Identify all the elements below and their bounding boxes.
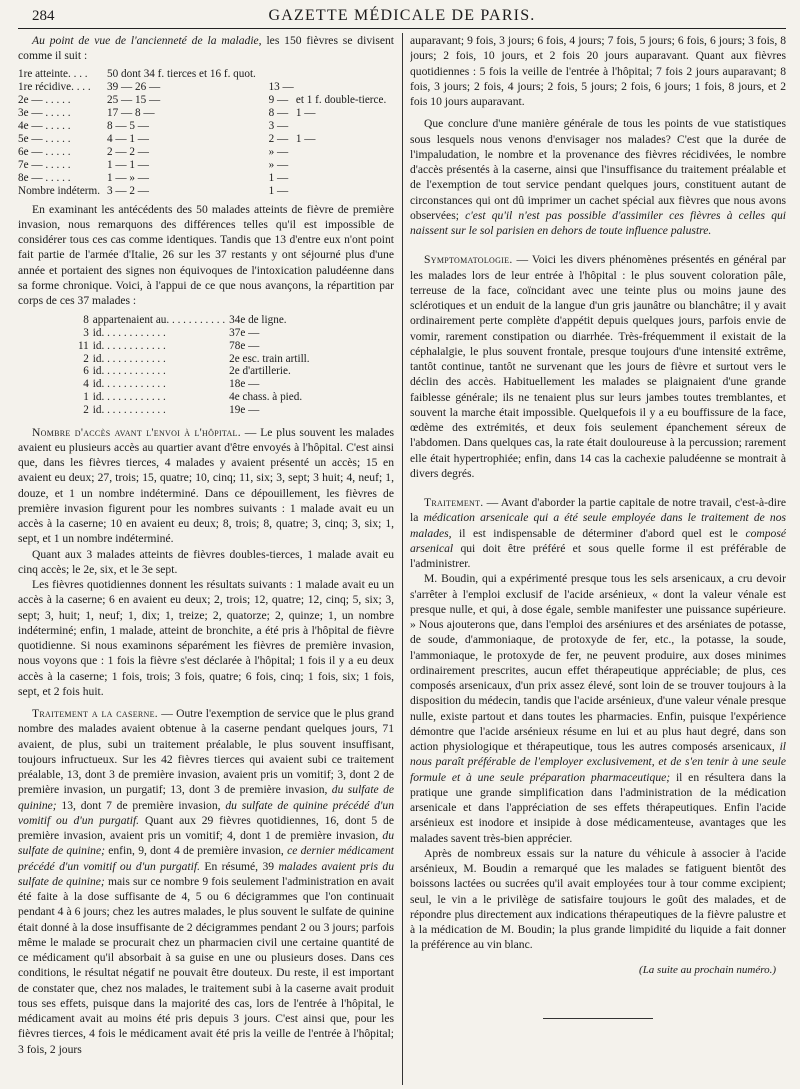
section-heading: Traitement a la caserne. — [32, 707, 159, 721]
table-row — [18, 107, 394, 120]
italic-run: médication arsenicale qui a été seule employée dans le traitement de nos malades, — [410, 511, 786, 540]
table-cell: 8 — 5 — — [107, 119, 149, 132]
table-row — [18, 172, 394, 185]
text-run: mais sur ce nombre 9 fois seulement l'administration en avait été faite à la dose suffisante de 4, 5 ou 6 décigrammes que l'on continuait pendant 4 à 6 jours; chez les autres malades, le plus souvent le sulfate de quinine était donné à la dose insuffisante de 2 décigrammes pendant 2 ou 3 jours; parfois même le malade se procurait chez un pharmacien civil une certaine quantité de ce médicament qu'il absorbait à sa guise en une ou plusieurs doses. Dans ces conditions, le résultat négatif ne pouvait être douteux. Du reste, il est important de constater que, chez nos malades, le traitement subi à la caserne avait produit tous ses effets, puisque dans la majorité des cas, lors de l'entrée à l'hôpital, le médicament avait au moins été pris depuis 3 jours. C'est ainsi que, pour les fièvres tierces, 4 fois le médicament avait été pris la veille de l'entrée à l'hôpital; 3 fois, 2 jours — [18, 874, 395, 1056]
continued-paragraph: auparavant; 9 fois, 3 jours; 6 fois, 4 jours; 7 fois, 5 jours; 6 fois, 6 jours; 3 fois, 8 jours; 2 fois, 10 jours, et 2 fois 20 jours auparavant. Quant aux fièvres quotidiennes : 5 fois la veille de l'entrée à l'hôpital; 7 fois 2 jours auparavant; 8 fois, 3 jours; 2 fois, 4 jours; 2 fois, 5 jours; 2 fois, 6 jours; 1 fois, 8 jours, et 2 fois 10 jours auparavant. — [410, 34, 787, 108]
text-run: 13, dont 7 de première invasion, — [61, 798, 221, 812]
table-cell — [296, 146, 394, 159]
running-header — [18, 6, 786, 29]
table-row — [78, 378, 314, 391]
table-cell: 2 — — [268, 132, 289, 145]
table-cell: 2 — 2 — — [107, 145, 149, 158]
italic-run: malades avaient pris du sulfate de quinine; — [18, 859, 395, 888]
section-text: — Voici les divers phénomènes présentés en général par les malades lors de leur entrée à l'hôpital : le plus souvent coloration pâle, terreuse de la face, coïncidant avec une teinte plus ou moins jaune des sclérotiques et un enduit de la langue d'un gris jaunâtre ou blanchâtre; il y avait ordinairement perte complète d'appétit depuis quelques jours, parfois envie de vomir, rarement constipation ou diarrhée. Très-fréquemment il existait de la céphalalgie, le plus souvent frontale, presque toujours d'une intensité extrême, tantôt continue, tantôt ne survenant que les jours de fièvre et surtout vers le déclin des accès. Habituellement les malades se plaignaient d'une grande faiblesse générale; ils ne tenaient plus sur leurs jambes toutes tremblantes, et souvent la marche était impossible. Quelquefois il y a eu bouffissure de la face, œdème des extrémités, et deux fois seulement épanchement séreux de l'abdomen. Dans quelques cas, la rate était douloureuse à la percussion; rarement elle était hypertrophiée; enfin, dans 14 cas la cachexie paludéenne se montrait à divers degrés. — [410, 253, 787, 480]
table-cell: id. . . . . . . . . . . . — [92, 365, 166, 378]
table-cell: id. . . . . . . . . . . . — [92, 352, 166, 365]
table-cell: 11 — [78, 339, 89, 352]
table-cell: 1re atteinte. . . . — [18, 67, 88, 80]
table-row — [78, 353, 314, 366]
table-row — [78, 327, 314, 340]
italic-run: il nous paraît préférable de l'employer exclusivement, et de s'en tenir à une seule formule et à une seule préparation pharmaceutique; — [410, 740, 787, 784]
intro-lead: Au point de vue de l'ancienneté de la maladie, — [32, 34, 262, 47]
text-run: il en résultera dans la pratique une grande simplification dans l'administration de la médication arsenicale et dans l'appréciation de ses effets thérapeutiques. Enfin l'acide arsénieux est inodore et insipide à dose médicamenteuse, avantages que les malades savent très-bien apprécier. — [410, 770, 787, 845]
table-row — [78, 391, 314, 404]
table-cell: » — — [268, 145, 289, 158]
table-cell — [296, 120, 394, 133]
table-cell: 8e — . . . . . — [18, 171, 71, 184]
table-cell: 1 — — [268, 171, 289, 184]
table-cell: 1 — 1 — — [107, 158, 149, 171]
table-cell: 4 — [83, 378, 89, 391]
table-row — [78, 314, 314, 327]
table-cell: 37e — — [229, 327, 260, 340]
table-cell: 1 — — [268, 184, 289, 197]
table-cell: 1re récidive. . . . — [18, 80, 91, 93]
recidive-table — [18, 68, 394, 198]
table-cell: 7e — . . . . . — [18, 158, 71, 171]
text-run: — Outre l'exemption de service que le plus grand nombre des malades avaient obtenue à la caserne pendant quelques jours, 71 avaient, de plus, subi un traitement préalable, le plus souvent insuffisant, toujours infructueux. Sur les 42 fièvres tierces qui avaient subi ce traitement préalable, 13, dont 3 de première invasion, avaient pris un vomitif; 3, dont 2 de première invasion, un purgatif; 13, dont 3 de première invasion, — [18, 707, 395, 797]
table-row — [18, 94, 394, 107]
italic-run: c'est qu'il n'est pas possible d'assimiler ces fièvres à celles qui naissent sur le sol parisien en dehors de toute influence palustre. — [410, 208, 787, 237]
italic-run: du sulfate de quinine; — [18, 783, 395, 812]
conclusion-paragraph — [410, 116, 786, 238]
text-run: qui doit être préféré et sous quelle forme il est préférable de l'administrer. — [410, 541, 786, 570]
section-traitement — [410, 495, 786, 571]
table-row — [18, 159, 394, 172]
table-cell — [296, 159, 394, 172]
paragraph-boudin — [410, 571, 786, 846]
end-rule — [543, 1018, 653, 1019]
table-cell: id. . . . . . . . . . . . — [92, 391, 166, 404]
table-row — [18, 68, 394, 81]
table-row — [18, 120, 394, 133]
text-run: M. Boudin, qui a expérimenté presque tous les sels arsenicaux, a cru devoir s'arrêter à l'emploi exclusif de l'acide arsénieux, « dont la valeur vénale est presque nulle, et qui, à dose égale, semble manifester une puissance supérieure. » Nous ajouterons que, dans l'emploi des arséniures et des arséniates de potasse, de soude, d'ammoniaque, de protoxyde de fer, etc., la potasse, la soude, l'ammoniaque, le protoxyde de fer, ne peuvent produire, aux doses minimes ordinairement prescrites, aucun effet thérapeutique appréciable; de plus, ces composés arsenicaux, d'un prix assez élevé, sont loin de se trouver toujours à la disposition du médecin, tandis que l'acide arsénieux, d'une valeur vénale presque nulle, existe partout et dans toutes les pharmacies. Enfin, puisque l'expérience démontre que l'acide arsénieux résume en lui et au plus haut degré, dans son action physiologique et thérapeutique, tous les autres composés arsenicaux, — [410, 572, 787, 753]
table-cell: 6e — . . . . . — [18, 145, 71, 158]
italic-run: du sulfate de quinine précédé d'un vomitif ou d'un purgatif. — [18, 798, 395, 827]
table-cell: » — — [268, 158, 289, 171]
table-cell: 1 — [83, 391, 89, 404]
table-cell: 4e chass. à pied. — [229, 391, 303, 404]
table-cell — [269, 68, 296, 81]
table-cell: id. . . . . . . . . . . . — [92, 378, 166, 391]
section-heading: Symptomatologie. — [424, 253, 513, 267]
table-cell: 3 — — [268, 119, 289, 132]
section-heading: Nombre d'accès avant l'envoi à l'hôpital. — [32, 425, 241, 439]
section-text: — Le plus souvent les malades avaient eu plusieurs accès au quartier avant d'être envoyés à l'hôpital. C'est ainsi que, dans les fièvres tierces, 4 malades y avaient présenté un accès; 15 en avaient eu deux; 27, trois; 15, quatre; 10, cinq; 11, six; 3, sept; 3 huit; 4, neuf; 1, douze, et 1 un nombre indéterminé. Dans ce dépouillement, les fièvres de première invasion figurent pour les nombres suivants : 1 malade avait eu un accès à la caserne; 10 en avaient eu deux; 8, trois; 8, quatre; 3, cinq; 3, six; 1, sept, et 1 un nombre indéterminé. — [18, 425, 395, 546]
italic-run: du sulfate de quinine; — [18, 829, 395, 858]
text-run: Quant aux 29 fièvres quotidiennes, 16, dont 5 de première invasion, avaient pris un vomitif; 4, dont 1 de première invasion, — [18, 813, 395, 843]
text-run: enfin, 9, dont 4 de première invasion, — [108, 844, 284, 858]
table-cell — [296, 185, 394, 198]
intro-rest: les 150 fièvres se divisent comme il suit : — [18, 34, 395, 63]
table-cell — [296, 172, 394, 185]
table-cell: et 1 f. double-tierce. — [295, 93, 387, 106]
table-row — [18, 133, 394, 146]
table-cell: 34e de ligne. — [229, 314, 287, 327]
section-nombre-acces — [18, 425, 394, 547]
table-cell — [296, 68, 394, 81]
paragraph-vehicule: Après de nombreux essais sur la nature du véhicule à associer à l'acide arsénieux, M. Boudin a remarqué que les malades se fatiguent bientôt des boissons lactées ou sucrées qu'il avait employées tour à tour comme excipient; seul, le vin a le privilège de satisfaire toujours le goût des malades, et de répondre plus directement aux indications thérapeutiques de la fièvre palustre et à la médication de M. Boudin; la plus grande limpidité du liquide a fait donner la préférence au vin blanc. — [410, 846, 787, 952]
table-cell: 4 — 1 — — [107, 132, 149, 145]
table-cell: 3e — . . . . . — [18, 106, 71, 119]
table-cell: 18e — — [229, 378, 260, 391]
page-number: 284 — [32, 8, 55, 24]
corps-table — [78, 314, 314, 416]
table-cell: 25 — 15 — — [107, 93, 161, 106]
intro-paragraph — [18, 33, 394, 64]
text-run: En résumé, 39 — [204, 859, 275, 873]
table-row — [18, 185, 394, 198]
table-cell: Nombre indéterm. — [18, 184, 101, 197]
journal-title: GAZETTE MÉDICALE DE PARIS. — [268, 7, 536, 24]
table-cell: 8 — [83, 314, 89, 327]
table-cell: 78e — — [229, 339, 260, 352]
table-cell: 8 — — [268, 106, 289, 119]
table-cell: 2e d'artillerie. — [229, 365, 291, 378]
right-column — [410, 33, 786, 1085]
table-cell: id. . . . . . . . . . . . — [92, 403, 166, 416]
continuation-note: (La suite au prochain numéro.) — [639, 963, 777, 976]
table-cell: 2 — [83, 352, 89, 365]
table-cell — [296, 81, 394, 94]
left-column — [18, 33, 394, 1085]
table-row — [78, 340, 314, 353]
table-row — [18, 81, 394, 94]
table-cell: 1 — — [295, 132, 316, 145]
table-cell: 3 — 2 — — [107, 184, 149, 197]
table-cell: appartenaient au. . . . . . . . . . . — [92, 314, 226, 327]
paragraph-quotidiennes: Les fièvres quotidiennes donnent les résultats suivants : 1 malade avait eu un accès à la caserne; 6 en avaient eu deux; 2, trois; 12, quatre; 12, cinq; 5, six; 3, sept; 3, huit; 1, neuf; 1, dix; 1, treize; 2, quatorze; 2, quinze; 1, un nombre indéterminé; enfin, 1 malade, atteint de bronchite, a été pris à l'hôpital de fièvre quotidienne. Si nous examinons séparément les fièvres de première invasion, nous voyons que : 1 fois la fièvre s'est déclarée à l'hôpital; 1 fois il y a eu deux accès à la caserne; 1 fois, trois; 3 fois, quatre; 6 fois, cinq; 1 fois, six; 1 fois, sept, et 2 fois huit. — [18, 578, 395, 698]
table-cell: 13 — — [268, 80, 294, 93]
table-cell: 5e — . . . . . — [18, 132, 71, 145]
table-cell: id. . . . . . . . . . . . — [92, 327, 166, 340]
table-cell: 2 — [83, 403, 89, 416]
table-cell: 39 — 26 — — [107, 80, 161, 93]
table-cell: id. . . . . . . . . . . . — [92, 339, 166, 352]
paragraph-antecedents: En examinant les antécédents des 50 malades atteints de fièvre de première invasion, nous remarquons des différences telles qu'il est impossible de considérer tous ces cas comme identiques. Tandis que 13 d'entre eux n'ont point fait partie de l'armée d'Italie, 26 sur les 37 restants y ont séjourné plus d'une année et portaient des signes non équivoques de l'intoxication paludéenne dans sa forme chronique. Voici, à l'appui de ce que nous avançons, la répartition par corps de ces 37 malades : — [18, 202, 395, 307]
table-row — [78, 404, 314, 417]
table-cell: 9 — — [268, 93, 289, 106]
table-cell: 6 — [83, 365, 89, 378]
section-traitement-caserne — [18, 706, 394, 1057]
table-cell: 1 — » — — [107, 171, 149, 184]
text-run: Que conclure d'une manière générale de tous les points de vue statistiques sous lesquels nous venons d'envisager nos malades? C'est que la durée de l'impaludation, le nombre et la provenance des fièvres récidivées, le nombre d'accès présentés à la caserne, ainsi que l'insuffisance du traitement préalable et de l'exemption de tout service pendant quelques jours, constituent autant de circonstances qui ont dû imprimer un cachet spécial aux fièvres que nous avons observées; — [410, 117, 787, 222]
table-cell: 4e — . . . . . — [18, 119, 71, 132]
two-column-body — [18, 33, 786, 1085]
text-run: — Avant d'aborder la partie capitale de notre travail, c'est-à-dire la — [410, 496, 787, 525]
table-cell: 19e — — [229, 403, 260, 416]
text-run: il est indispensable de déterminer d'abord quel est le — [459, 526, 738, 540]
section-symptomatologie — [410, 252, 786, 481]
paragraph-doubles-tierces: Quant aux 3 malades atteints de fièvres doubles-tierces, 1 malade avait eu cinq accès; le 2e, six, et le 3e sept. — [18, 547, 395, 576]
column-rule — [402, 33, 403, 1085]
table-cell: 1 — — [295, 106, 316, 119]
table-cell: 2e — . . . . . — [18, 93, 71, 106]
section-heading: Traitement. — [424, 496, 484, 509]
italic-run: composé arsenical — [410, 526, 787, 555]
table-cell: 2e esc. train artill. — [229, 352, 310, 365]
table-cell: 17 — 8 — — [107, 106, 155, 119]
table-row — [18, 146, 394, 159]
table-cell: 3 — [83, 327, 89, 340]
table-row — [78, 365, 314, 378]
italic-run: ce dernier médicament précédé d'un vomitif ou d'un purgatif. — [18, 844, 394, 873]
table-cell: 50 dont 34 f. tierces et 16 f. quot. — [107, 67, 256, 80]
